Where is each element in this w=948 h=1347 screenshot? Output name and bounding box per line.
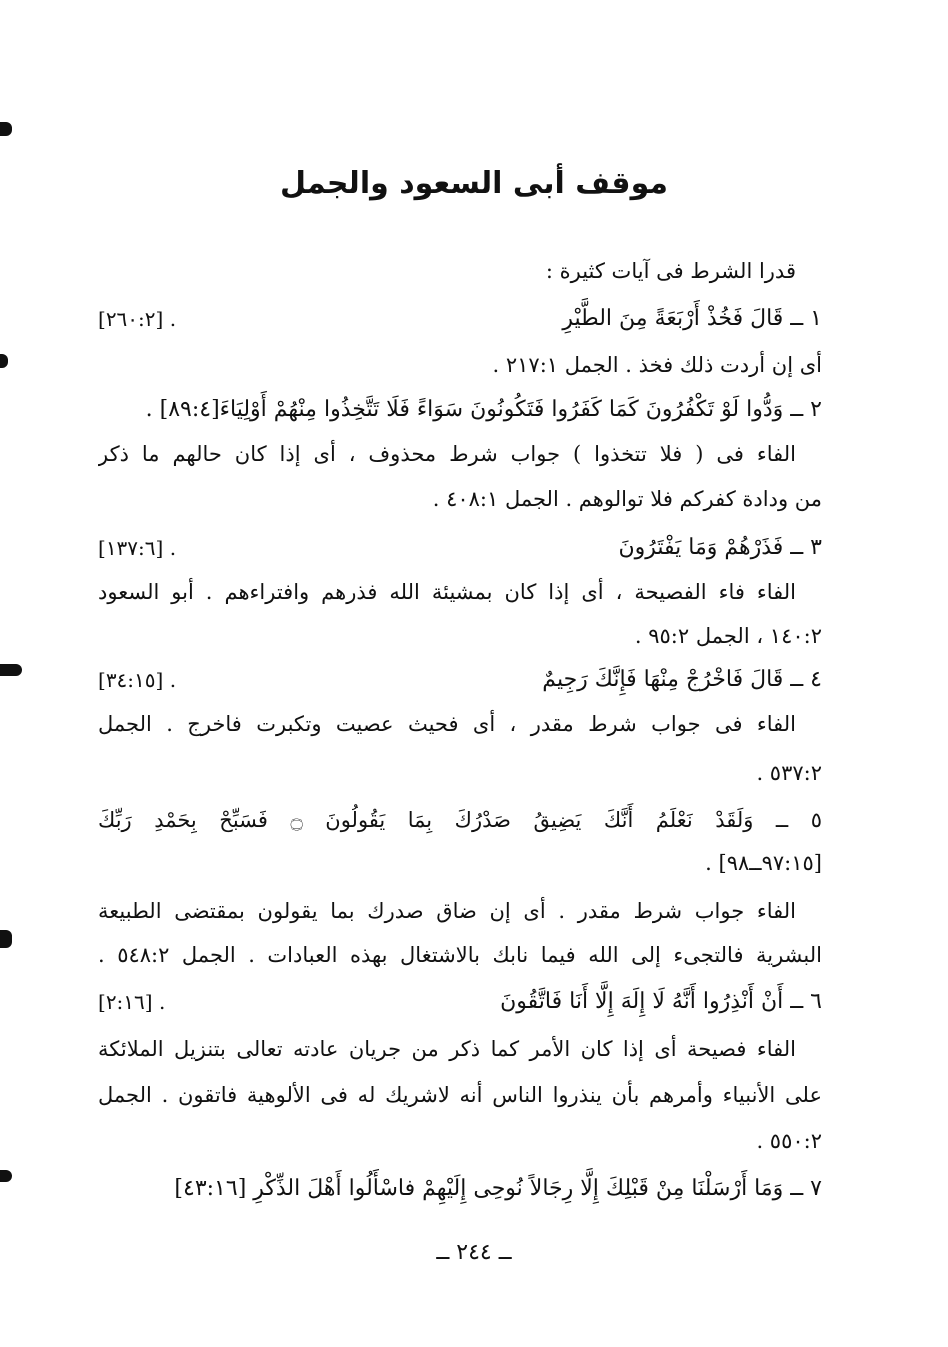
verse-text: ١ ــ قَالَ فَخُذْ أَرْبَعَةً مِنَ الطَّيْرِ <box>562 306 822 331</box>
verse-row <box>98 1167 822 1211</box>
scan-edge-mark <box>0 122 12 136</box>
page-number: ــ ٢٤٤ ــ <box>436 1240 512 1265</box>
commentary-line: البشرية فالتجىء إلى الله فيما نابك بالاشتغال بهذه العبادات . الجمل ٥٤٨:٢ . <box>98 943 822 967</box>
verse-text: ٦ ــ أَنْ أَنْذِرُوا أَنَّهُ لَا إِلَهَ إِلَّا أَنَا فَاتَّقُونَ <box>500 989 822 1014</box>
verse-row <box>98 980 822 1024</box>
commentary-line: من ودادة كفركم فلا توالوهم . الجمل ٤٠٨:١ . <box>432 487 822 511</box>
scan-edge-mark <box>0 354 8 368</box>
commentary-line: ١٤٠:٢ ، الجمل ٩٥:٢ . <box>634 624 822 648</box>
scan-edge-mark <box>0 930 12 948</box>
commentary-line: الفاء فى ( فلا تتخذوا ) جواب شرط محذوف ، أى إذا كان حالهم ما ذكر <box>98 442 796 466</box>
commentary-line: أى إن أردت ذلك فخذ . الجمل ٢١٧:١ . <box>492 353 822 377</box>
commentary-line: الفاء فى جواب شرط مقدر ، أى فحيث عصيت وتكبرت فاخرج . الجمل <box>98 712 796 736</box>
intro-line: قدرا الشرط فى آيات كثيرة : <box>545 259 796 283</box>
verse-row <box>98 297 822 341</box>
verse-reference: [٩٧:١٥ــ٩٨] . <box>705 851 822 875</box>
commentary-line: ٥٣٧:٢ . <box>756 761 822 785</box>
verse-reference: [٣٤:١٥] . <box>98 668 177 692</box>
commentary-line: الفاء فاء الفصيحة ، أى إذا كان بمشيئة الله فذرهم وافتراءهم . أبو السعود <box>98 580 796 604</box>
verse-text: ٧ ــ وَمَا أَرْسَلْنَا مِنْ قَبْلِكَ إِلَّا رِجَالاً نُوحِى إِلَيْهِمْ فاسْأَلُوا أَهْلَ الذِّكْرِ [٤٣:١٦] <box>174 1176 822 1201</box>
verse-reference: [١٣٧:٦] . <box>98 536 177 560</box>
verse-row <box>98 526 822 570</box>
commentary-line: الفاء جواب شرط مقدر . أى إن ضاق صدرك بما يقولون بمقتضى الطبيعة <box>98 899 796 923</box>
verse-row <box>98 658 822 702</box>
scan-edge-mark <box>0 1170 12 1182</box>
commentary-line: الفاء فصيحة أى إذا كان الأمر كما ذكر من جريان عادته تعالى بتنزيل الملائكة <box>98 1037 796 1061</box>
page-title: موقف أبى السعود والجمل <box>280 166 668 201</box>
verse-text: ٣ ــ فَذَرْهُمْ وَمَا يَفْتَرُونَ <box>618 535 822 560</box>
commentary-line: على الأنبياء وأمرهم بأن ينذروا الناس أنه لاشريك له فى الألوهية فاتقون . الجمل <box>98 1083 822 1107</box>
verse-row <box>98 388 822 432</box>
verse-text: ٥ ــ وَلَقَدْ نَعْلَمُ أَنَّكَ يَضِيقُ صَدْرُكَ بِمَا يَقُولُونَ ۝ فَسَبِّحْ بِحَمْدِ رَبِّكَ <box>98 808 822 832</box>
verse-text: ٢ ــ وَدُّوا لَوْ تَكْفُرُونَ كَمَا كَفَرُوا فَتَكُونُونَ سَوَاءً فَلَا تَتَّخِذُوا مِنْهُمْ أَوْلِيَاءَ[٨٩:٤] . <box>145 397 822 422</box>
commentary-line: ٥٥٠:٢ . <box>756 1129 822 1153</box>
verse-text: ٤ ــ قَالَ فَاخْرُجْ مِنْهَا فَإِنَّكَ رَجِيمٌ <box>542 667 822 692</box>
verse-reference: [٢٦٠:٢] . <box>98 307 177 331</box>
scan-edge-mark <box>0 664 22 676</box>
verse-reference: [٢:١٦] . <box>98 990 166 1014</box>
